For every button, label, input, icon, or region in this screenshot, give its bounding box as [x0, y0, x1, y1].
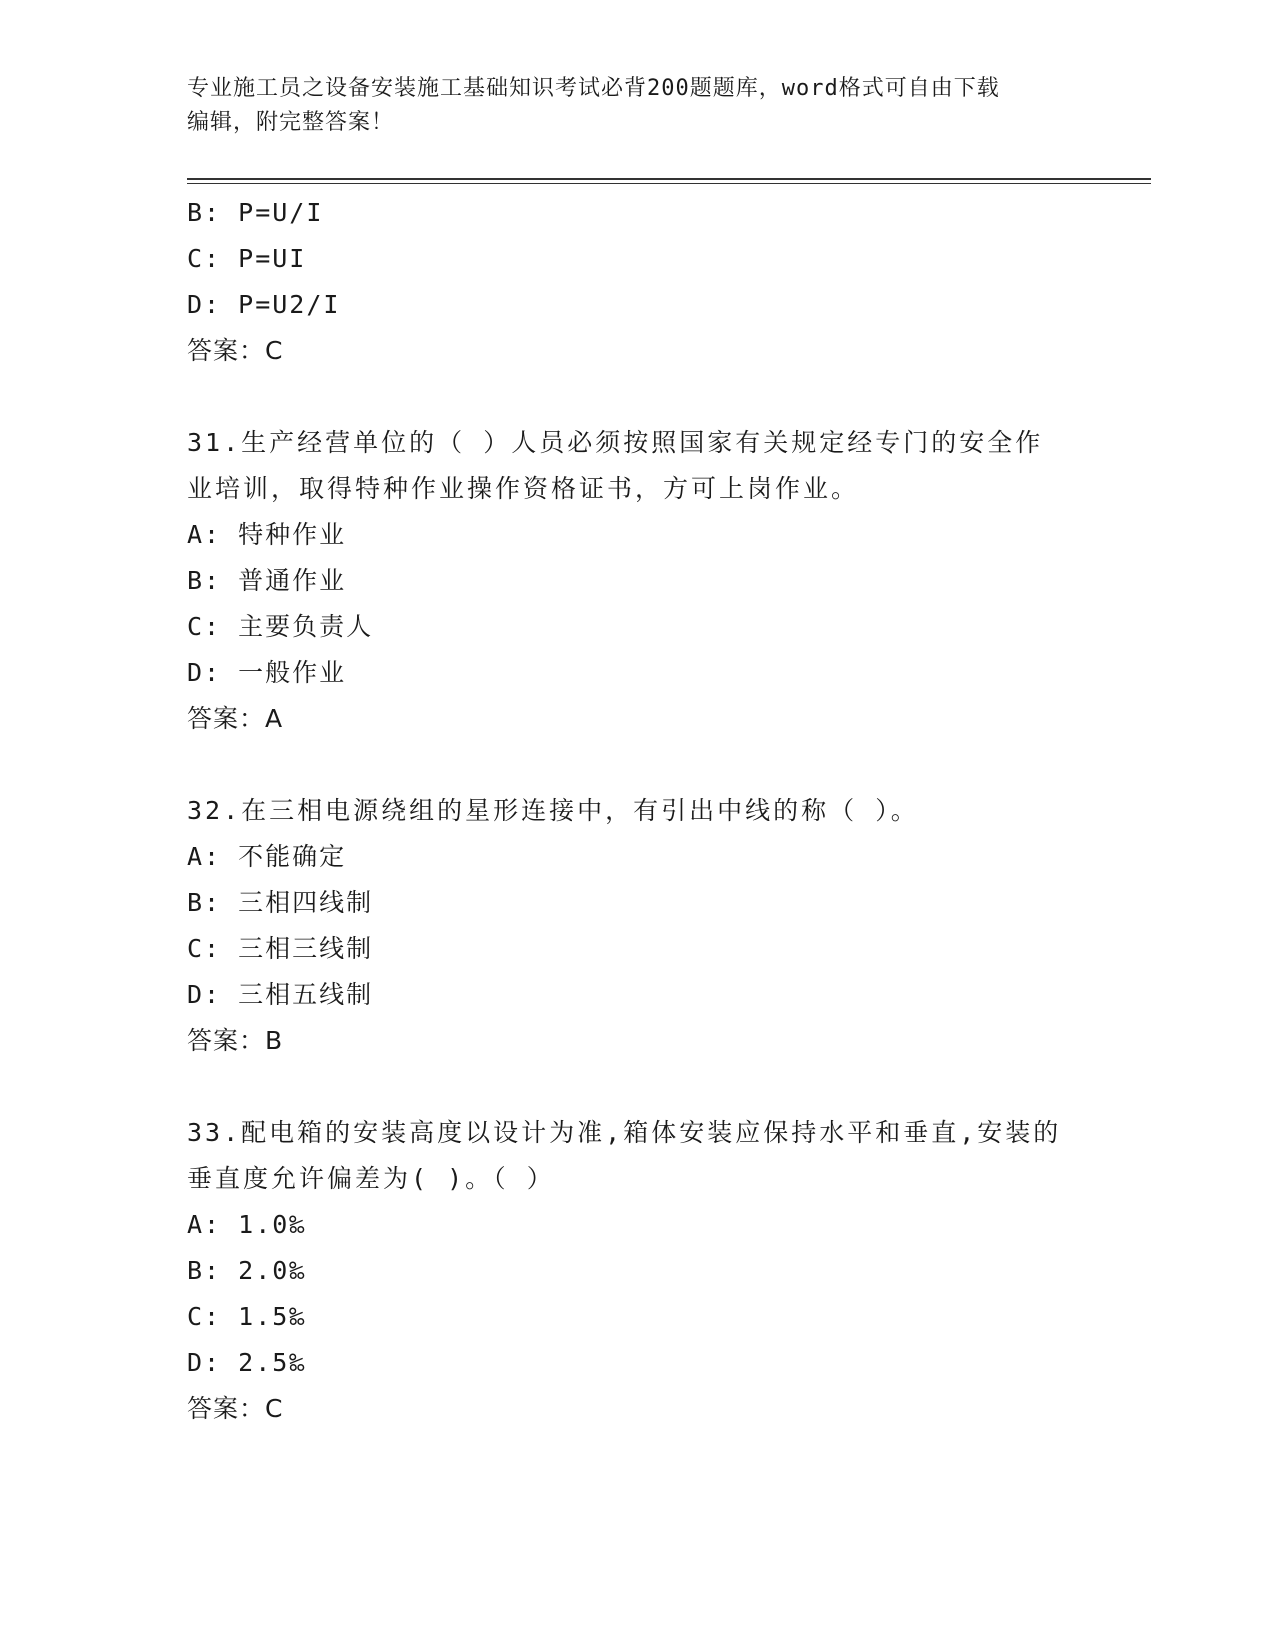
option-d: D: P=U2/I [187, 290, 341, 319]
option-c: C: 三相三线制 [187, 934, 374, 963]
option-d: D: 2.5‰ [187, 1348, 307, 1377]
document-header [187, 72, 1087, 140]
option-a: A: 不能确定 [187, 842, 347, 871]
option-c: C: P=UI [187, 244, 307, 273]
option-c: C: 主要负责人 [187, 612, 374, 641]
question-32 [187, 788, 1087, 1064]
option-b: B: 三相四线制 [187, 888, 374, 917]
question-33 [187, 1110, 1087, 1432]
header-divider-thin [187, 183, 1151, 184]
question-text-line-1: 31.生产经营单位的（ ）人员必须按照国家有关规定经专门的安全作 [187, 428, 1044, 457]
header-title-line-1: 专业施工员之设备安装施工基础知识考试必背200题题库，word格式可自由下载 [187, 76, 1000, 101]
option-c: C: 1.5‰ [187, 1302, 307, 1331]
option-d: D: 三相五线制 [187, 980, 374, 1009]
option-b: B: P=U/I [187, 198, 324, 227]
question-31 [187, 420, 1087, 742]
spacer [187, 742, 1087, 788]
header-title-line-2: 编辑，附完整答案！ [187, 110, 395, 135]
spacer [187, 374, 1087, 420]
answer: 答案：C [187, 336, 284, 365]
question-30-tail [187, 190, 1087, 374]
question-text-line-1: 33.配电箱的安装高度以设计为准,箱体安装应保持水平和垂直,安装的 [187, 1118, 1062, 1147]
question-list [187, 190, 1087, 1432]
answer: 答案：A [187, 704, 284, 733]
answer: 答案：B [187, 1026, 284, 1055]
question-text-line-2: 业培训，取得特种作业操作资格证书，方可上岗作业。 [187, 474, 860, 503]
spacer [187, 1064, 1087, 1110]
option-d: D: 一般作业 [187, 658, 347, 687]
header-divider-thick [187, 178, 1151, 180]
option-a: A: 特种作业 [187, 520, 347, 549]
answer: 答案：C [187, 1394, 284, 1423]
option-b: B: 普通作业 [187, 566, 347, 595]
option-a: A: 1.0‰ [187, 1210, 307, 1239]
question-text-line-2: 垂直度允许偏差为( )。（ ） [187, 1164, 555, 1193]
question-text-line-1: 32.在三相电源绕组的星形连接中，有引出中线的称（ ）。 [187, 796, 919, 825]
option-b: B: 2.0‰ [187, 1256, 307, 1285]
